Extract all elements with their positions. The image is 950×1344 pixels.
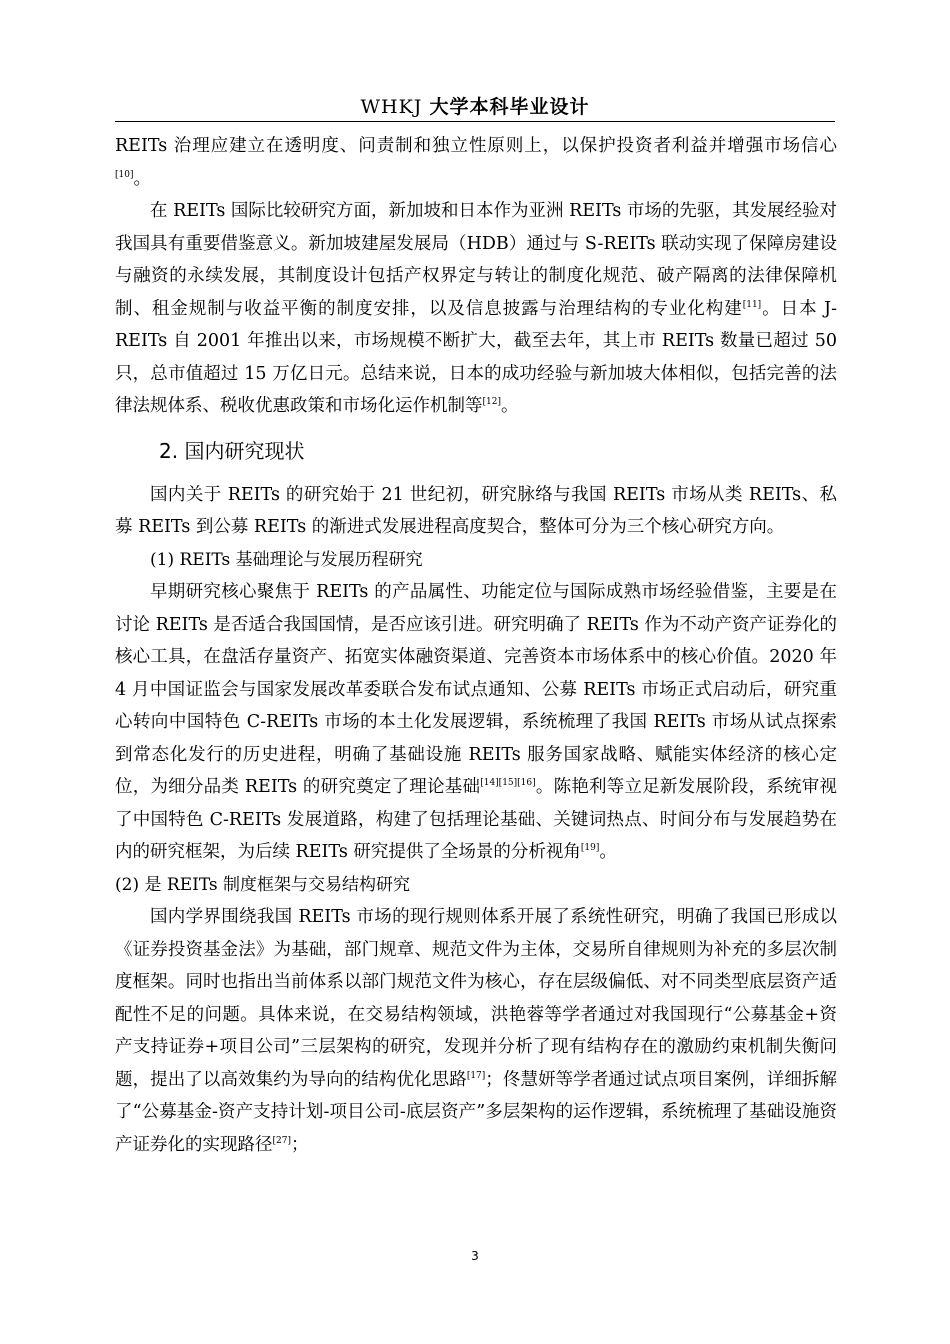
citation: [27] (272, 1135, 291, 1146)
paragraph-1 (115, 130, 837, 195)
page-body (115, 130, 837, 1161)
header-divider (115, 121, 835, 122)
section-heading: 2. 国内研究现状 (159, 438, 305, 463)
page-number: 3 (471, 1249, 479, 1263)
header-title: 大学本科毕业设计 (429, 96, 590, 118)
paragraph-text: ； (290, 1134, 309, 1155)
paragraph-text: 在 REITs 国际比较研究方面，新加坡和日本作为亚洲 REITs 市场的先驱，其发展经验对我国具有重要借鉴意义。新加坡建屋发展局（HDB）通过与 S-REITs 联动实现了保障房建设与融资的永续发展，其制度设计包括产权界定与转让的制度化规范、破产隔离的法律保障机制、租金规制与收益平衡的制度安排，以及信息披露与治理结构的专业化构建 (115, 201, 837, 319)
paragraph-text: 。陈艳利等立足新发展阶段，系统审视了中国特色 C-REITs 发展道路，构建了包括理论基础、关键词热点、时间分布与发展趋势在内的研究框架，为后续 REITs 研究提供了全场景的分析视角 (115, 777, 838, 862)
paragraph-2 (115, 195, 837, 423)
citation: [14][15][16] (480, 778, 536, 788)
citation: [12] (482, 397, 501, 407)
paragraph-text: 国内关于 REITs 的研究始于 21 世纪初，研究脉络与我国 REITs 市场从类 REITs、私募 REITs 到公募 REITs 的渐进式发展进程高度契合，整体可分为三个核心研究方向。 (115, 484, 837, 537)
paragraph-text: 早期研究核心聚焦于 REITs 的产品属性、功能定位与国际成熟市场经验借鉴，主要是在讨论 REITs 是否适合我国国情，是否应该引进。研究明确了 REITs 作为不动产资产证券化的核心工具，在盘活存量资产、拓宽实体融资渠道、完善资本市场体系中的核心价值。2020 年 4 月中国证监会与国家发展改革委联合发布试点通知、公募 REITs 市场正式启动后，研究重心转向中国特色 C-REITs 市场的本土化发展逻辑，系统梳理了我国 REITs 市场从试点探索到常态化发行的历史进程，明确了基础设施 REITs 服务国家战略、赋能实体经济的核心定位，为细分品类 REITs 的研究奠定了理论基础 (115, 582, 837, 797)
paragraph-text: 。 (599, 842, 617, 862)
citation: [19] (580, 843, 600, 853)
page-header (115, 92, 835, 119)
subsection-heading-1: (1) REITs 基础理论与发展历程研究 (150, 549, 423, 570)
citation: [11] (742, 299, 762, 310)
paragraph-3 (115, 479, 837, 544)
paragraph-text: 。日本 J-REITs 自 2001 年推出以来，市场规模不断扩大，截至去年，其上市 REITs 数量已超过 50 只，总市值超过 15 万亿日元。总结来说，日本的成功经验与新加坡大体相似，包括完善的法律法规体系、税收优惠政策和市场化运作机制等 (115, 298, 837, 416)
paragraph-text: REITs 治理应建立在透明度、问责制和独立性原则上，以保护投资者利益并增强市场信心 (115, 136, 837, 156)
paragraph-text: 。 (133, 168, 151, 189)
paragraph-5 (115, 901, 837, 1161)
citation: [17] (466, 1070, 486, 1081)
subsection-heading-2: (2) 是 REITs 制度框架与交易结构研究 (115, 874, 411, 895)
paragraph-text: ；佟慧妍等学者通过试点项目案例，详细拆解了“公募基金-资产支持计划-项目公司-底层资产”多层架构的运作逻辑，系统梳理了基础设施资产证券化的实现路径 (115, 1069, 838, 1155)
citation: [10] (115, 169, 134, 180)
paragraph-text: 国内学界围绕我国 REITs 市场的现行规则体系开展了系统性研究，明确了我国已形成以《证券投资基金法》为基础，部门规章、规范文件为主体，交易所自律规则为补充的多层次制度框架。同时也指出当前体系以部门规范文件为核心，存在层级偏低、对不同类型底层资产适配性不足的问题。具体来说，在交易结构领域，洪艳蓉等学者通过对我国现行“公募基金+资产支持证券+项目公司”三层架构的研究，发现并分析了现有结构存在的激励约束机制失衡问题，提出了以高效集约为导向的结构优化思路 (115, 907, 837, 1090)
header-prefix: WHKJ (360, 96, 423, 118)
paragraph-4 (115, 576, 837, 869)
paragraph-text: 。 (500, 396, 519, 416)
